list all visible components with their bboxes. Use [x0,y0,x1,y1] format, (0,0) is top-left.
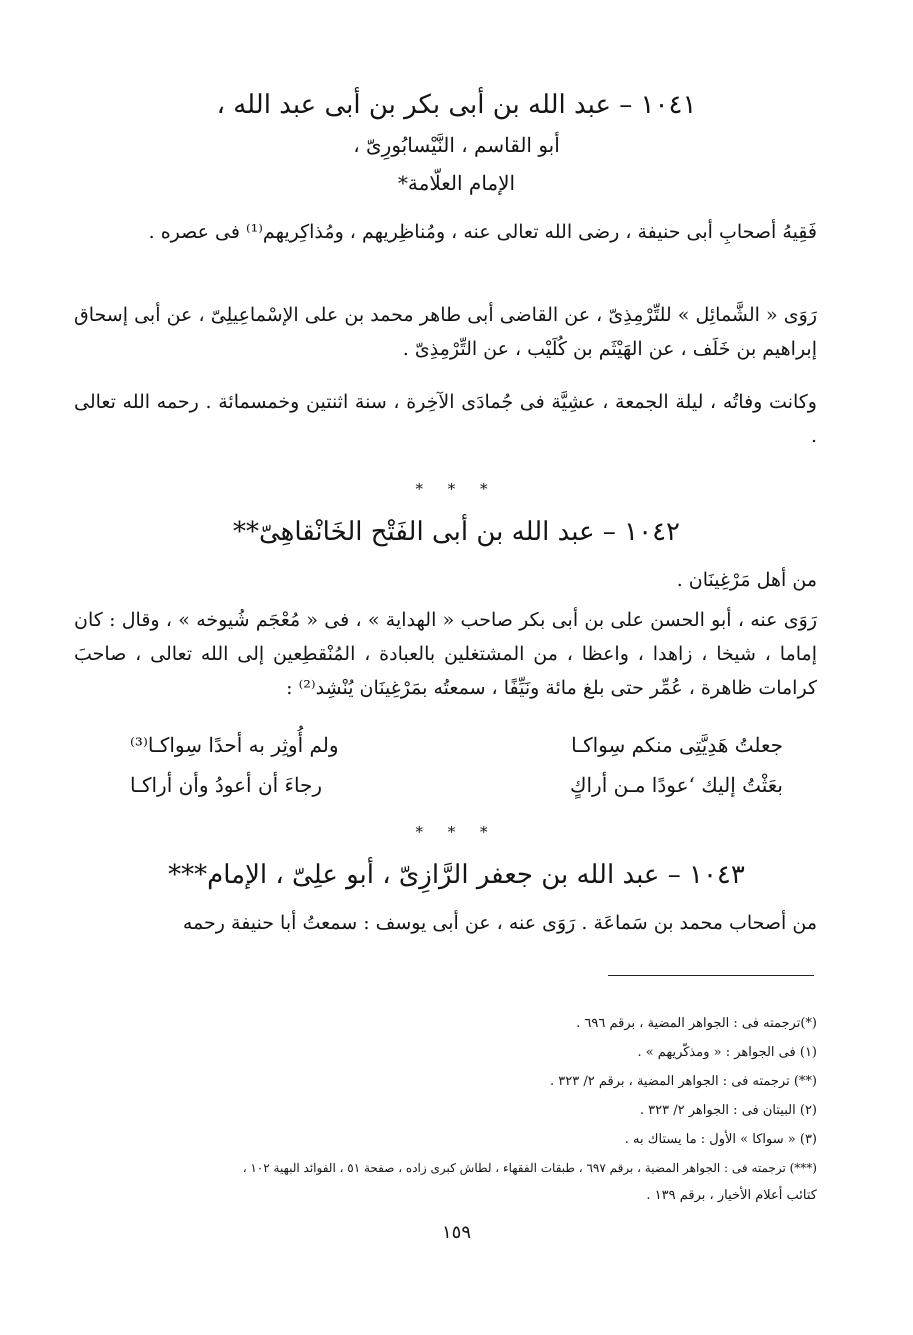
entry-1042-paragraph-1: من أهل مَرْغِينَان . [676,569,817,591]
verse-2-second-hemistich: رجاءَ أن أعودُ وأن أراكـا [130,773,323,797]
entry-1041-paragraph-3: وكانت وفاتُه ، ليلة الجمعة ، عشِيَّة فى جُمادَى الآخِرة ، سنة اثنتين وخمسمائة . رحمه الله تعالى . [74,391,817,447]
page-number: ١٥٩ [441,1222,471,1243]
footnote: (٣) « سواكا » الأول : ما يستاك به . [624,1132,817,1147]
poem-verse-1 [130,728,783,762]
footnote: (٢) البيتان فى : الجواهر ٢/ ٣٢٣ . [639,1103,817,1118]
entry-1042-heading: ١٠٤٢ – عبد الله بن أبى الفَتْح الخَانْقاهِىّ** [232,517,681,547]
section-divider-stars: * * * [415,823,498,841]
footnote-continuation: كتائب أعلام الأخيار ، برقم ١٣٩ . [646,1188,817,1203]
entry-1043-heading: ١٠٤٣ – عبد الله بن جعفر الرَّازِىّ ، أبو علِىّ ، الإمام*** [168,860,745,890]
entry-1041-heading: ١٠٤١ – عبد الله بن أبى بكر بن أبى عبد الله ، [216,90,697,120]
footnote: (*)ترجمته فى : الجواهر المضية ، برقم ٦٩٦ . [576,1016,817,1031]
poem-verse-2 [130,768,783,802]
entry-1042-paragraph-2: رَوَى عنه ، أبو الحسن على بن أبى بكر صاحب « الهداية » ، فى « مُعْجَم شُيوخه » ، وقال : كان إماما ، شيخا ، زاهدا ، واعظا ، من المشتغلين بالعبادة ، المُنْقطِعين إلى الله تعالى ، صاحبَ كرامات ظاهرة ، عُمِّر حتى بلغ مائة ونَيِّفًا ، سمعتُه بمَرْغِينَان يُنْشِد⁽²⁾ : [74,609,817,699]
footnote: (***) ترجمته فى : الجواهر المضية ، برقم ٦٩٧ ، طبقات الفقهاء ، لطاش كبرى زاده ، صفحة ٥١ ، الفوائد البهية ١٠٢ ، [242,1161,817,1175]
verse-2-first-hemistich: بعَثْتُ إليك ‘عودًا مـن أراكٍ [570,773,783,797]
entry-1041-title: الإمام العلّامة* [397,171,516,195]
entry-1041-paragraph-1: فَقِيهُ أصحابِ أبى حنيفة ، رضى الله تعالى عنه ، ومُناظِريهم ، ومُذاكِريهم⁽¹⁾ فى عصره . [148,221,817,243]
entry-1041-paragraph-2: رَوَى « الشَّمائِل » للتِّرْمِذِىّ ، عن القاضى أبى طاهر محمد بن على الإسْماعِيلِىّ ، عن أبى إسحاق إبراهيم بن خَلَف ، عن الهَيْثَم بن كُلَيْب ، عن التِّرْمِذِىّ . [74,304,817,360]
entry-1043-paragraph-1: من أصحاب محمد بن سَماعَة . رَوَى عنه ، عن أبى يوسف : سمعتُ أبا حنيفة رحمه [182,912,817,934]
verse-1-second-hemistich: ولم أُوثِر به أحدًا سِواكـا⁽³⁾ [130,733,339,757]
verse-1-first-hemistich: جعلتُ هَدِيَّتِى منكم سِواكـا [571,733,783,757]
section-divider-stars: * * * [415,480,498,498]
entry-1041-kunya: أبو القاسم ، النَّيْسابُورِىّ ، [353,133,560,157]
footnote-separator [608,975,814,976]
footnote: (١) فى الجواهر : « ومذكّريهم » . [637,1045,817,1060]
footnote: (**) ترجمته فى : الجواهر المضية ، برقم ٢/ ٣٢٣ . [549,1074,817,1089]
